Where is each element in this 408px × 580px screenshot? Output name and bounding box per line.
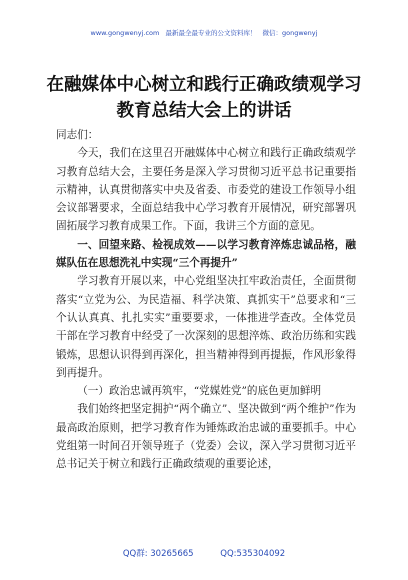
header-wechat: 微信：gongwenyj <box>262 29 318 37</box>
title-line-2: 教育总结大会上的讲话 <box>116 101 292 121</box>
paragraph-section-1: 学习教育开展以来，中心党组坚决扛牢政治责任，全面贯彻落实“立党为公、为民造福、科学决策、真抓实干”总要求和“三个认认真真、扎扎实实”重要要求，一体推进学查改。全体党员干部在学习教育中经受了一次深刻的思想淬炼、政治历练和实践锻炼，思想认识得到再深化，担当精神得到再提振，作风形象得到再提升。 <box>56 275 356 379</box>
footer-qq: QQ:535304092 <box>220 549 286 559</box>
footer-qq-group: QQ群: 30265665 <box>122 549 194 559</box>
page-footer <box>0 547 408 559</box>
paragraph-intro: 今天，我们在这里召开融媒体中心树立和践行正确政绩观学习教育总结大会，主要任务是深入学习贯彻习近平总书记重要指示精神，认真贯彻落实中央及省委、市委党的建设工作领导小组会议部署要求，全面总结我中心学习教育开展情况，研究部署巩固拓展学习教育成果工作。下面，我讲三个方面的意见。 <box>56 147 356 233</box>
header-site-link[interactable]: www.gongwenyj.com <box>90 29 160 37</box>
header-slogan: 最新最全最专业的公文资料库！ <box>165 29 257 37</box>
page-header <box>0 28 408 37</box>
title-line-1: 在融媒体中心树立和践行正确政绩观学习 <box>46 75 362 95</box>
document-title <box>40 72 368 124</box>
section-heading-1: 一、回望来路、检视成效——以学习教育淬炼忠诚品格，融媒队伍在思想洗礼中实现“三个再提升” <box>56 238 356 270</box>
paragraph-subsection-1: 我们始终把坚定拥护“两个确立”、坚决做到“两个维护”作为最高政治原则，把学习教育作为锤炼政治忠诚的重要抓手。中心党组第一时间召开领导班子（党委）会议，深入学习贯彻习近平总书记关于树立和践行正确政绩观的重要论述， <box>56 403 356 471</box>
salutation: 同志们： <box>56 129 99 141</box>
subsection-heading-1: （一）政治忠诚再筑牢，“党媒姓党”的底色更加鲜明 <box>77 385 322 398</box>
document-body <box>56 126 356 474</box>
